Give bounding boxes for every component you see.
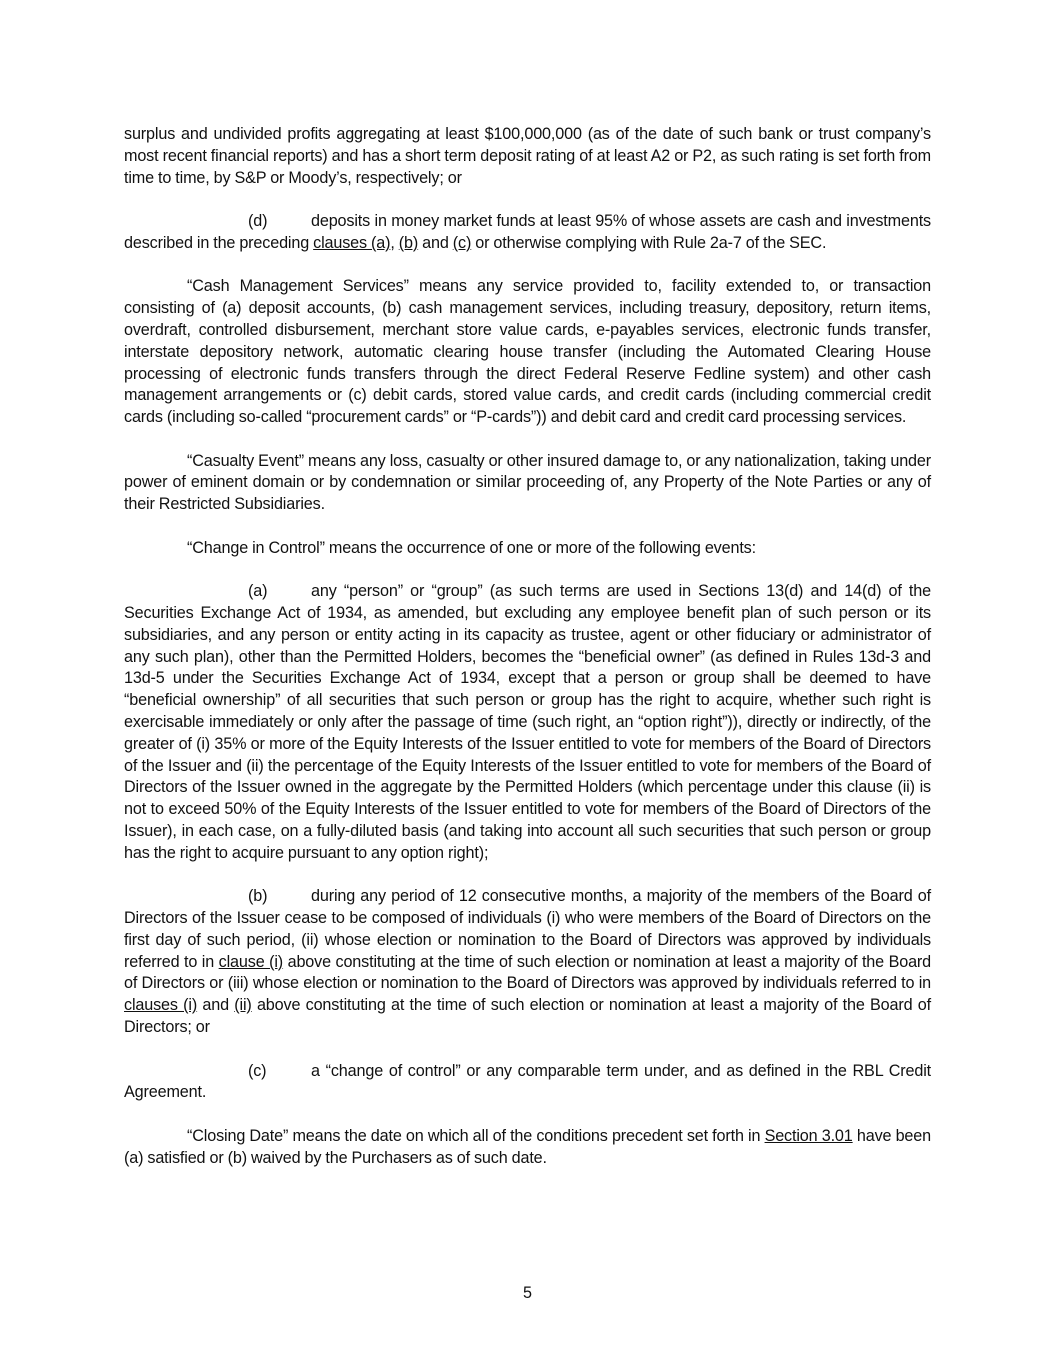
definition-cash-management-services — [124, 276, 931, 429]
paragraph-text: above constituting at the time of such election or nomination at least a majority of the Board of Directors or (iii) whose election or nomination to the Board of Directors was approved by individuals referred to in — [124, 952, 932, 993]
clause-reference: (ii) — [234, 996, 252, 1015]
paragraph-text: “Change in Control” means the occurrence of one or more of the following events: — [187, 538, 756, 557]
paragraph-text: and — [418, 233, 453, 252]
paragraph-change-in-control-clause-a — [124, 581, 931, 864]
paragraph-text: “Cash Management Services” means any service provided to, facility extended to, or transaction consisting of (a) deposit accounts, (b) cash management services, including treasury, depository, return items, overdraft, controlled disbursement, merchant store value cards, e-payables services, electronic funds transfer, interstate depository network, automatic clearing house transfer (including the Automated Clearing House processing of electronic funds transfers through the direct Federal Reserve Fedline system) and other cash management arrangements or (c) debit cards, stored value cards, and credit cards (including commercial credit cards (including so-called “procurement cards” or “P-cards”)) and debit card and credit card processing services. — [124, 277, 931, 427]
definition-casualty-event — [124, 451, 931, 516]
definition-closing-date — [124, 1126, 931, 1170]
clause-label: (c) — [248, 1061, 267, 1080]
paragraph-clause-d-money-market — [124, 211, 931, 255]
definition-change-in-control — [124, 538, 931, 560]
clause-reference: clause (i) — [218, 952, 284, 971]
paragraph-text: deposits in money market funds at least 95% of whose assets are cash and investments described in the preceding — [124, 212, 931, 252]
paragraph-text: , — [390, 233, 399, 252]
clause-label: (d) — [248, 212, 268, 231]
paragraph-text: surplus and undivided profits aggregating at least $100,000,000 (as of the date of such bank or trust company’s most recent financial reports) and has a short term deposit rating of at least A2 or P2, as such rating is set forth from time to time, by S&P or Moody’s, respectively; or — [124, 125, 931, 187]
paragraph-text: any “person” or “group” (as such terms are used in Sections 13(d) and 14(d) of the Securities Exchange Act of 1934, as amended, but excluding any employee benefit plan of such person or its subsidiaries, and any person or entity acting in its capacity as trustee, agent or other fiduciary or administrator of any such plan), other than the Permitted Holders, becomes the “beneficial owner” (as defined in Rules 13d-3 and 13d-5 under the Securities Exchange Act of 1934, except that a person or group shall be deemed to have “beneficial ownership” of all securities that such person or group has the right to acquire, whether such right is exercisable immediately or only after the passage of time (such right, an “option right”)), directly or indirectly, of the greater of (i) 35% or more of the Equity Interests of the Issuer entitled to vote for members of the Board of Directors of the Issuer and (ii) the percentage of the Equity Interests of the Issuer entitled to vote for members of the Board of Directors of the Issuer owned in the aggregate by the Permitted Holders (which percentage under this clause (ii) is not to exceed 50% of the Equity Interests of the Issuer entitled to vote for members of the Board of Directors of the Issuer), in each case, on a fully-diluted basis (and taking into account all such securities that such person or group has the right to acquire pursuant to any option right); — [124, 582, 931, 862]
section-reference: Section 3.01 — [764, 1126, 853, 1145]
paragraph-text: or otherwise complying with Rule 2a-7 of the SEC. — [471, 233, 827, 252]
clause-reference: clauses (i) — [124, 996, 198, 1015]
paragraph-change-in-control-clause-c — [124, 1061, 931, 1105]
paragraph-text: a “change of control” or any comparable term under, and as defined in the RBL Credit Agreement. — [124, 1061, 931, 1102]
document-body — [124, 124, 931, 1191]
paragraph-text: and — [197, 996, 235, 1015]
page-number: 5 — [522, 1284, 532, 1302]
clause-label: (a) — [248, 582, 268, 601]
paragraph-change-in-control-clause-b — [124, 886, 931, 1039]
paragraph-text: above constituting at the time of such election or nomination at least a majority of the Board of Directors; or — [124, 996, 931, 1037]
clause-reference: clauses (a) — [313, 233, 391, 252]
clause-reference: (b) — [398, 233, 419, 252]
clause-reference: (c) — [452, 233, 472, 252]
paragraph-text: during any period of 12 consecutive months, a majority of the members of the Board of Directors of the Issuer cease to be composed of individuals (i) who were members of the Board of Directors on the first day of such period, (ii) whose election or nomination to the Board of Directors was approved by individuals referred to in — [124, 887, 931, 971]
clause-label: (b) — [248, 887, 268, 906]
paragraph-text: “Casualty Event” means any loss, casualty or other insured damage to, or any nationalization, taking under power of eminent domain or by condemnation or similar proceeding of, any Property of the Note Parties or any of their Restricted Subsidiaries. — [124, 451, 931, 514]
paragraph-text: “Closing Date” means the date on which all of the conditions precedent set forth in — [187, 1126, 765, 1145]
paragraph-text: have been (a) satisfied or (b) waived by the Purchasers as of such date. — [124, 1126, 931, 1167]
paragraph-bank-deposit-continuation — [124, 124, 931, 189]
